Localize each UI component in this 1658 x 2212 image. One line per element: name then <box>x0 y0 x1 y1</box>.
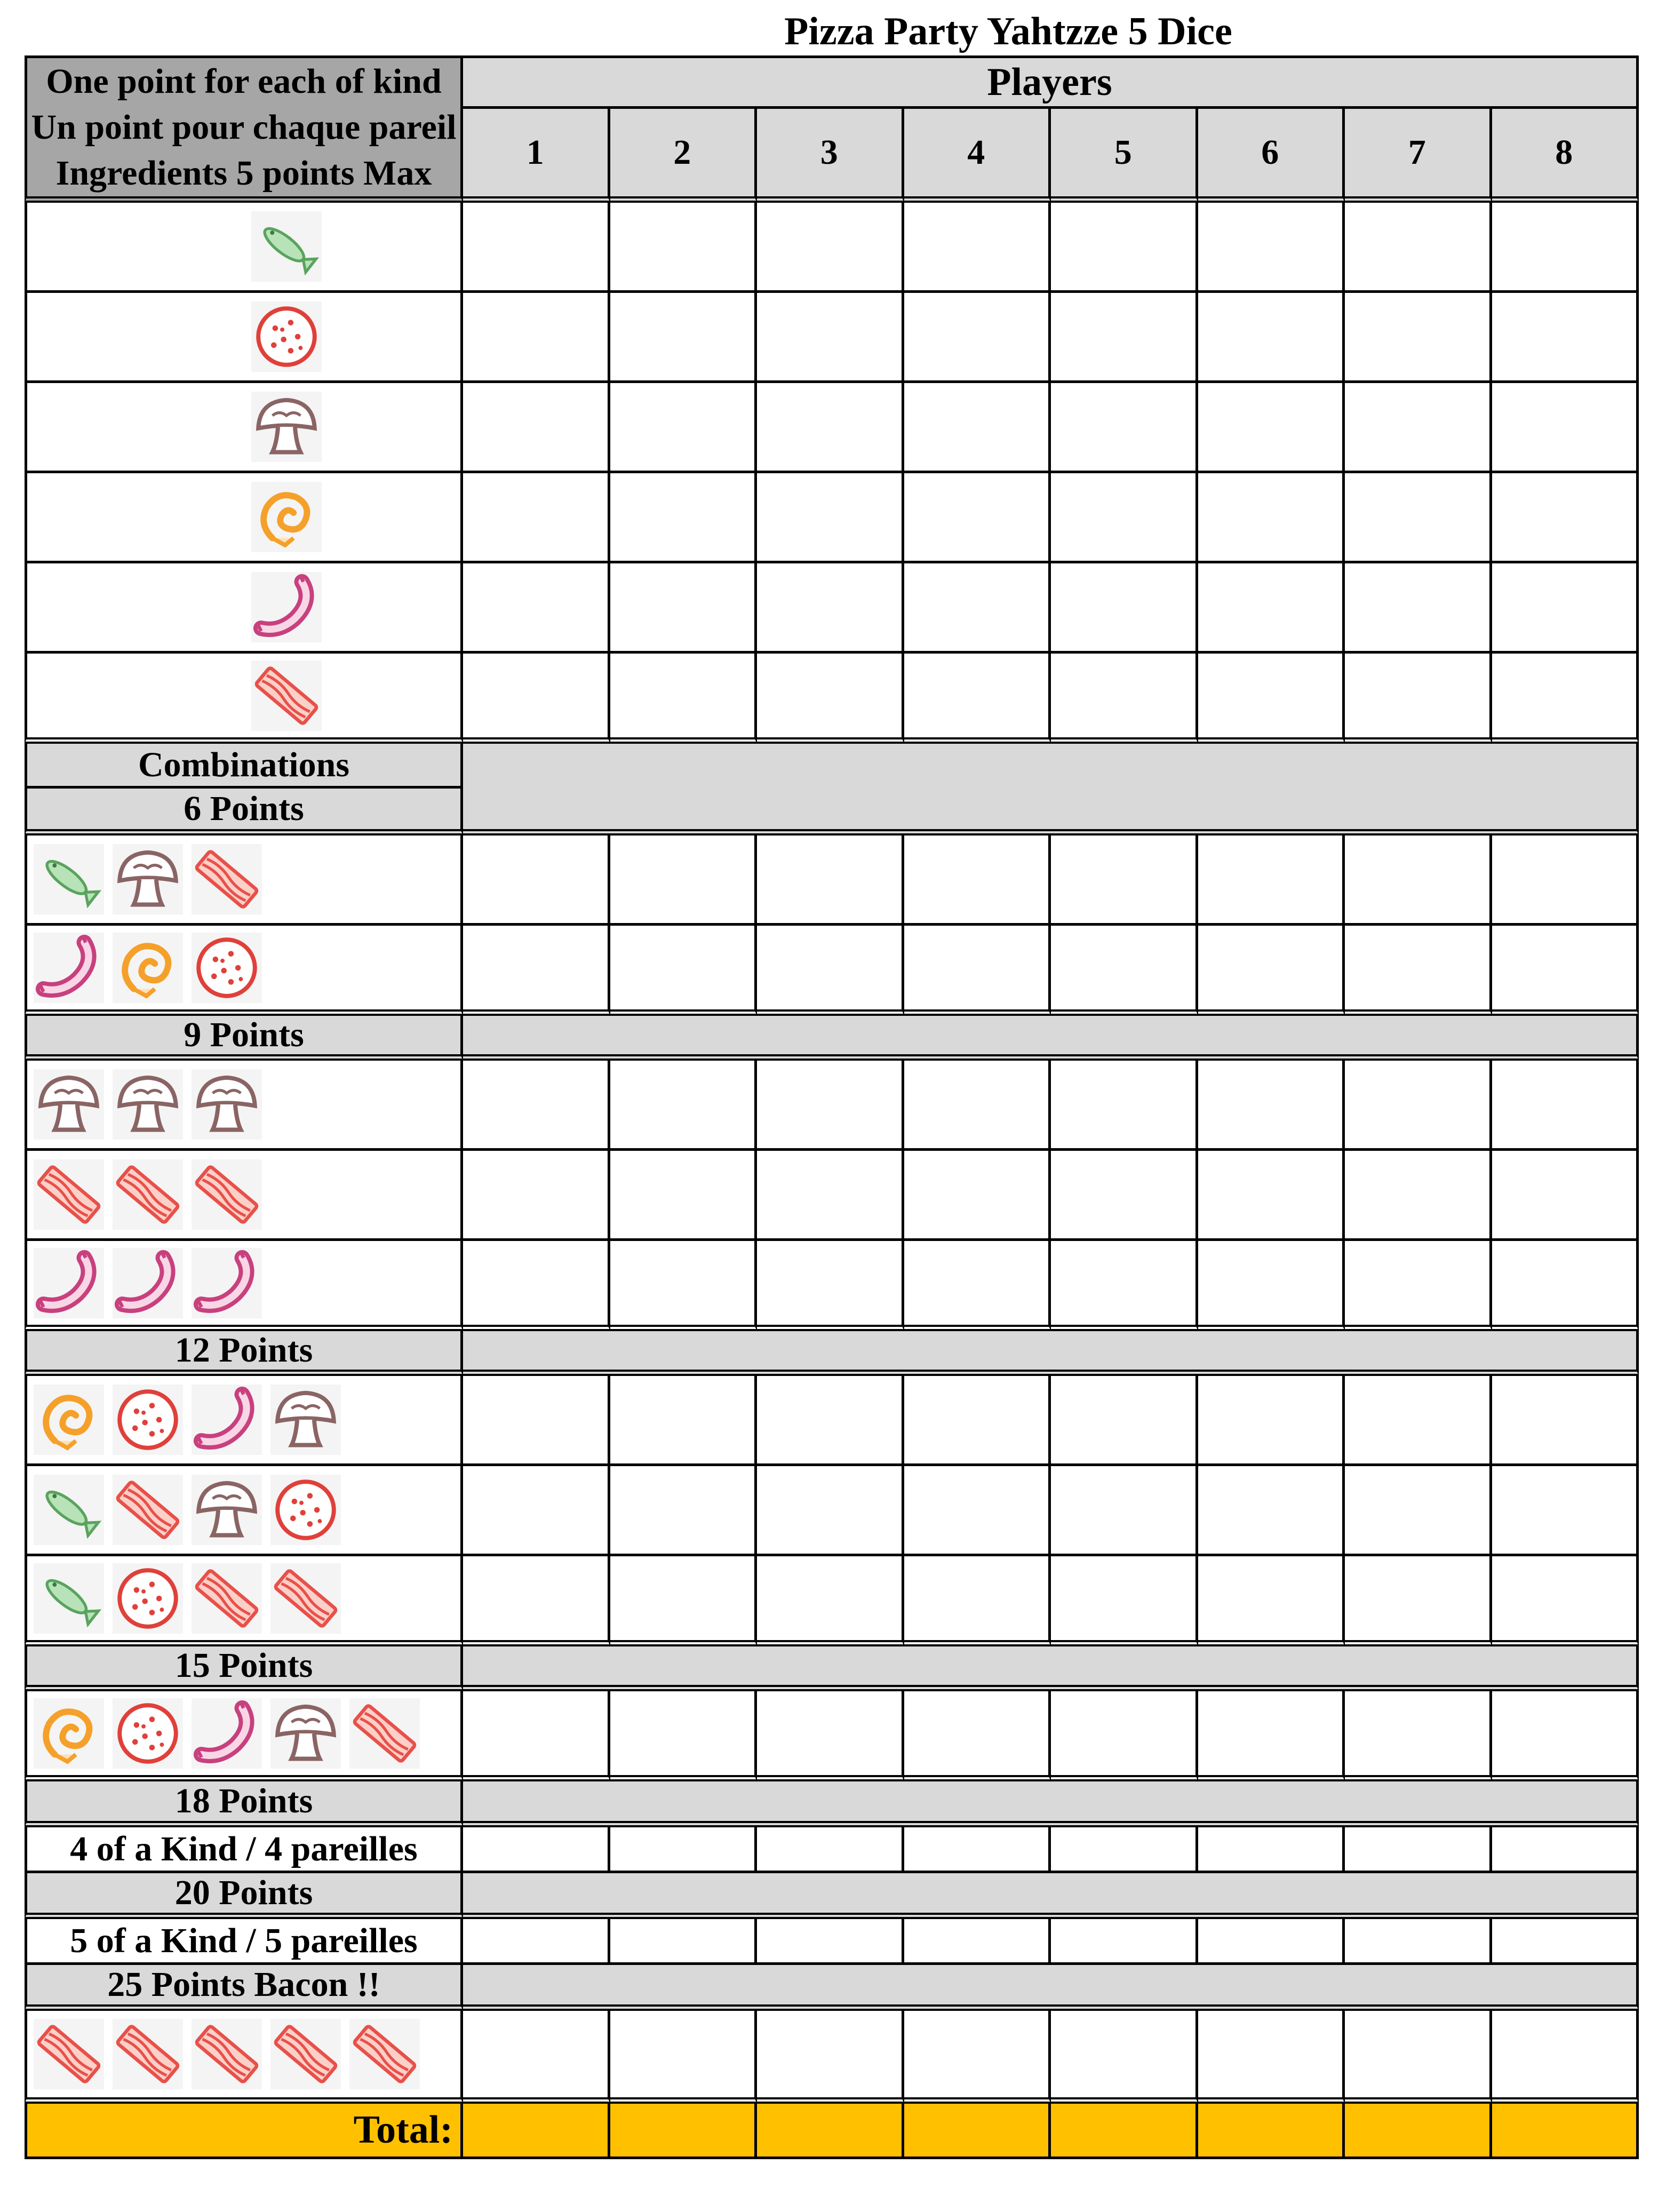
score-cell[interactable] <box>904 1151 1051 1241</box>
bacon-icon <box>192 2019 262 2089</box>
score-cell[interactable] <box>463 1827 610 1873</box>
score-cell[interactable] <box>1198 2011 1345 2104</box>
score-cell[interactable] <box>1051 1241 1198 1331</box>
score-cell[interactable] <box>1198 1376 1345 1466</box>
score-cell[interactable] <box>904 563 1051 654</box>
score-cell[interactable] <box>757 836 904 926</box>
shrimp-icon <box>34 1698 104 1769</box>
section-blank <box>463 1781 1639 1827</box>
score-cell[interactable] <box>1051 836 1198 926</box>
section-label: 12 Points <box>25 1331 463 1376</box>
score-cell[interactable] <box>1345 1691 1492 1781</box>
score-cell[interactable] <box>463 293 610 383</box>
rules-header <box>25 55 463 203</box>
bacon-icon <box>113 2019 183 2089</box>
score-cell[interactable] <box>463 203 610 293</box>
total-cell[interactable] <box>1051 2104 1198 2159</box>
score-cell[interactable] <box>1345 203 1492 293</box>
ingredient-row-sausage <box>25 563 463 654</box>
pepperoni-icon <box>192 933 262 1003</box>
score-cell[interactable] <box>463 1061 610 1151</box>
score-cell[interactable] <box>904 1241 1051 1331</box>
bacon-icon <box>270 2019 341 2089</box>
mushroom-icon <box>270 1385 341 1455</box>
score-cell[interactable] <box>757 293 904 383</box>
score-cell[interactable] <box>610 383 758 473</box>
total-cell[interactable] <box>1345 2104 1492 2159</box>
sausage-icon <box>192 1698 262 1769</box>
score-cell[interactable] <box>904 1556 1051 1646</box>
ingredient-row-mushroom <box>25 383 463 473</box>
mushroom-icon <box>270 1698 341 1769</box>
score-cell[interactable] <box>610 836 758 926</box>
sausage-icon <box>34 1248 104 1318</box>
total-cell[interactable] <box>1198 2104 1345 2159</box>
bacon-icon <box>113 1159 183 1230</box>
fish-icon <box>34 1475 104 1545</box>
bacon-icon <box>34 1159 104 1230</box>
fish-icon <box>251 211 322 282</box>
combination-row <box>25 1556 463 1646</box>
bacon-icon <box>349 2019 420 2089</box>
score-cell[interactable] <box>1492 1827 1639 1873</box>
section-blank <box>463 1016 1639 1061</box>
score-cell[interactable] <box>904 293 1051 383</box>
score-cell[interactable] <box>757 473 904 563</box>
score-cell[interactable] <box>1198 473 1345 563</box>
score-cell[interactable] <box>1492 563 1639 654</box>
score-cell[interactable] <box>1198 563 1345 654</box>
score-cell[interactable] <box>1492 1241 1639 1331</box>
score-cell[interactable] <box>610 1241 758 1331</box>
score-cell[interactable] <box>463 2011 610 2104</box>
section-blank <box>463 1331 1639 1376</box>
score-cell[interactable] <box>1198 1556 1345 1646</box>
score-cell[interactable] <box>463 1241 610 1331</box>
score-cell[interactable] <box>1345 2011 1492 2104</box>
score-cell[interactable] <box>757 563 904 654</box>
score-cell[interactable] <box>904 1466 1051 1556</box>
score-cell[interactable] <box>1051 203 1198 293</box>
score-cell[interactable] <box>1051 1827 1198 1873</box>
score-cell[interactable] <box>904 473 1051 563</box>
score-cell[interactable] <box>1492 1376 1639 1466</box>
bacon-combination-row <box>25 2011 463 2104</box>
score-cell[interactable] <box>757 1241 904 1331</box>
score-cell[interactable] <box>1492 1919 1639 1965</box>
score-cell[interactable] <box>1345 836 1492 926</box>
score-cell[interactable] <box>1345 473 1492 563</box>
pepperoni-icon <box>113 1698 183 1769</box>
section-label: 18 Points <box>25 1781 463 1827</box>
score-cell[interactable] <box>1345 1919 1492 1965</box>
score-cell[interactable] <box>610 1151 758 1241</box>
score-cell[interactable] <box>1492 293 1639 383</box>
score-cell[interactable] <box>1345 383 1492 473</box>
sausage-icon <box>251 572 322 642</box>
bacon-icon <box>251 661 322 731</box>
score-cell[interactable] <box>1345 293 1492 383</box>
score-cell[interactable] <box>610 473 758 563</box>
score-cell[interactable] <box>463 836 610 926</box>
combinations-label: Combinations <box>25 744 463 789</box>
score-cell[interactable] <box>610 293 758 383</box>
bacon-icon <box>349 1698 420 1769</box>
pepperoni-icon <box>270 1475 341 1545</box>
sausage-icon <box>192 1248 262 1318</box>
score-cell[interactable] <box>1051 1061 1198 1151</box>
score-cell[interactable] <box>757 1151 904 1241</box>
score-cell[interactable] <box>1345 1466 1492 1556</box>
score-cell[interactable] <box>1492 203 1639 293</box>
section-label: 15 Points <box>25 1646 463 1691</box>
bacon-icon <box>34 2019 104 2089</box>
score-cell[interactable] <box>757 1691 904 1781</box>
kind-row-label: 5 of a Kind / 5 pareilles <box>25 1919 463 1965</box>
section-blank <box>463 1646 1639 1691</box>
score-cell[interactable] <box>1051 1556 1198 1646</box>
combination-row <box>25 1241 463 1331</box>
players-header: Players <box>463 55 1639 109</box>
player-number-header: 6 <box>1198 109 1345 203</box>
score-cell[interactable] <box>757 654 904 744</box>
total-cell[interactable] <box>757 2104 904 2159</box>
mushroom-icon <box>113 1069 183 1140</box>
mushroom-icon <box>251 392 322 462</box>
score-cell[interactable] <box>463 654 610 744</box>
score-cell[interactable] <box>1051 1466 1198 1556</box>
bacon-icon <box>270 1563 341 1634</box>
score-cell[interactable] <box>1492 2011 1639 2104</box>
score-cell[interactable] <box>1345 1151 1492 1241</box>
score-cell[interactable] <box>610 203 758 293</box>
combination-row <box>25 926 463 1016</box>
player-number-header: 4 <box>904 109 1051 203</box>
score-cell[interactable] <box>757 1556 904 1646</box>
sausage-icon <box>113 1248 183 1318</box>
section-label: 25 Points Bacon !! <box>25 1965 463 2011</box>
score-cell[interactable] <box>904 1376 1051 1466</box>
score-cell[interactable] <box>904 1691 1051 1781</box>
section-label: 20 Points <box>25 1873 463 1919</box>
player-number-header: 7 <box>1345 109 1492 203</box>
fish-icon <box>34 1563 104 1634</box>
fish-icon <box>34 844 104 914</box>
combination-row <box>25 1061 463 1151</box>
rules-header-line: Ingredients 5 points Max <box>55 153 432 193</box>
total-label: Total: <box>25 2104 463 2159</box>
ingredient-row-pepperoni <box>25 293 463 383</box>
sausage-icon <box>34 933 104 1003</box>
bacon-icon <box>192 844 262 914</box>
score-cell[interactable] <box>463 563 610 654</box>
score-cell[interactable] <box>757 383 904 473</box>
score-cell[interactable] <box>610 926 758 1016</box>
ingredient-row-shrimp <box>25 473 463 563</box>
score-cell[interactable] <box>1492 836 1639 926</box>
score-cell[interactable] <box>904 383 1051 473</box>
mushroom-icon <box>192 1069 262 1140</box>
section-label: 9 Points <box>25 1016 463 1061</box>
score-cell[interactable] <box>463 473 610 563</box>
score-cell[interactable] <box>1198 926 1345 1016</box>
score-cell[interactable] <box>1198 654 1345 744</box>
rules-header-line: Un point pour chaque pareil <box>31 107 457 147</box>
score-cell[interactable] <box>463 1151 610 1241</box>
player-number-header: 1 <box>463 109 610 203</box>
score-cell[interactable] <box>1051 1691 1198 1781</box>
combination-row <box>25 1151 463 1241</box>
score-cell[interactable] <box>1345 926 1492 1016</box>
player-number-header: 2 <box>610 109 758 203</box>
total-cell[interactable] <box>610 2104 758 2159</box>
score-cell[interactable] <box>610 1376 758 1466</box>
page-title: Pizza Party Yahtzze 5 Dice <box>784 10 1232 53</box>
score-cell[interactable] <box>610 1466 758 1556</box>
score-cell[interactable] <box>1345 654 1492 744</box>
score-cell[interactable] <box>610 1691 758 1781</box>
sausage-icon <box>192 1385 262 1455</box>
combination-row <box>25 1691 463 1781</box>
score-cell[interactable] <box>463 1376 610 1466</box>
score-cell[interactable] <box>610 1556 758 1646</box>
score-cell[interactable] <box>1345 563 1492 654</box>
mushroom-icon <box>113 844 183 914</box>
score-cell[interactable] <box>610 1919 758 1965</box>
score-cell[interactable] <box>757 1466 904 1556</box>
section-blank <box>463 1965 1639 2011</box>
score-cell[interactable] <box>1198 1827 1345 1873</box>
score-cell[interactable] <box>1492 473 1639 563</box>
score-cell[interactable] <box>463 926 610 1016</box>
score-cell[interactable] <box>1345 1827 1492 1873</box>
score-cell[interactable] <box>610 1827 758 1873</box>
score-cell[interactable] <box>1051 293 1198 383</box>
score-cell[interactable] <box>904 654 1051 744</box>
score-cell[interactable] <box>904 926 1051 1016</box>
score-cell[interactable] <box>1051 1376 1198 1466</box>
score-cell[interactable] <box>1051 563 1198 654</box>
score-cell[interactable] <box>1345 1376 1492 1466</box>
combinations-blank <box>463 744 1639 836</box>
total-cell[interactable] <box>904 2104 1051 2159</box>
score-grid <box>25 55 1639 2159</box>
score-cell[interactable] <box>904 2011 1051 2104</box>
score-cell[interactable] <box>904 836 1051 926</box>
score-cell[interactable] <box>1198 836 1345 926</box>
score-cell[interactable] <box>757 1061 904 1151</box>
score-cell[interactable] <box>1198 383 1345 473</box>
score-cell[interactable] <box>1051 926 1198 1016</box>
score-cell[interactable] <box>1345 1061 1492 1151</box>
kind-row-label: 4 of a Kind / 4 pareilles <box>25 1827 463 1873</box>
score-cell[interactable] <box>1198 1151 1345 1241</box>
player-number-header: 5 <box>1051 109 1198 203</box>
score-cell[interactable] <box>1492 1466 1639 1556</box>
score-cell[interactable] <box>1345 1241 1492 1331</box>
score-cell[interactable] <box>1492 1151 1639 1241</box>
score-cell[interactable] <box>463 383 610 473</box>
score-cell[interactable] <box>904 1919 1051 1965</box>
score-cell[interactable] <box>1492 1691 1639 1781</box>
bacon-icon <box>192 1159 262 1230</box>
pepperoni-icon <box>251 301 322 372</box>
score-cell[interactable] <box>757 926 904 1016</box>
shrimp-icon <box>251 482 322 552</box>
score-cell[interactable] <box>463 1556 610 1646</box>
score-cell[interactable] <box>463 1919 610 1965</box>
score-cell[interactable] <box>1492 383 1639 473</box>
score-cell[interactable] <box>1492 654 1639 744</box>
score-cell[interactable] <box>1492 926 1639 1016</box>
section-label: 6 Points <box>25 789 463 836</box>
mushroom-icon <box>34 1069 104 1140</box>
score-cell[interactable] <box>610 563 758 654</box>
score-cell[interactable] <box>1198 1691 1345 1781</box>
ingredient-row-bacon <box>25 654 463 744</box>
score-cell[interactable] <box>1198 1061 1345 1151</box>
shrimp-icon <box>113 933 183 1003</box>
score-cell[interactable] <box>1198 203 1345 293</box>
player-number-header: 3 <box>757 109 904 203</box>
player-number-header: 8 <box>1492 109 1639 203</box>
score-cell[interactable] <box>1051 473 1198 563</box>
score-cell[interactable] <box>904 1061 1051 1151</box>
score-cell[interactable] <box>757 2011 904 2104</box>
bacon-icon <box>192 1563 262 1634</box>
score-cell[interactable] <box>1198 1241 1345 1331</box>
rules-header-line: One point for each of kind <box>46 61 442 101</box>
score-cell[interactable] <box>757 1376 904 1466</box>
score-cell[interactable] <box>1051 1919 1198 1965</box>
total-cell[interactable] <box>463 2104 610 2159</box>
score-cell[interactable] <box>1492 1061 1639 1151</box>
score-cell[interactable] <box>904 1827 1051 1873</box>
score-cell[interactable] <box>904 203 1051 293</box>
combination-row <box>25 836 463 926</box>
score-cell[interactable] <box>757 1827 904 1873</box>
score-cell[interactable] <box>1051 383 1198 473</box>
total-cell[interactable] <box>1492 2104 1639 2159</box>
score-cell[interactable] <box>1198 293 1345 383</box>
score-cell[interactable] <box>757 203 904 293</box>
score-cell[interactable] <box>1198 1466 1345 1556</box>
mushroom-icon <box>192 1475 262 1545</box>
score-cell[interactable] <box>463 1466 610 1556</box>
section-blank <box>463 1873 1639 1919</box>
score-cell[interactable] <box>610 1061 758 1151</box>
score-cell[interactable] <box>757 1919 904 1965</box>
score-cell[interactable] <box>463 1691 610 1781</box>
score-cell[interactable] <box>610 2011 758 2104</box>
score-cell[interactable] <box>1051 654 1198 744</box>
combination-row <box>25 1466 463 1556</box>
pepperoni-icon <box>113 1385 183 1455</box>
combination-row <box>25 1376 463 1466</box>
score-cell[interactable] <box>1345 1556 1492 1646</box>
pepperoni-icon <box>113 1563 183 1634</box>
ingredient-row-fish <box>25 203 463 293</box>
shrimp-icon <box>34 1385 104 1455</box>
score-cell[interactable] <box>610 654 758 744</box>
score-cell[interactable] <box>1051 1151 1198 1241</box>
score-cell[interactable] <box>1051 2011 1198 2104</box>
score-cell[interactable] <box>1198 1919 1345 1965</box>
bacon-icon <box>113 1475 183 1545</box>
score-cell[interactable] <box>1492 1556 1639 1646</box>
